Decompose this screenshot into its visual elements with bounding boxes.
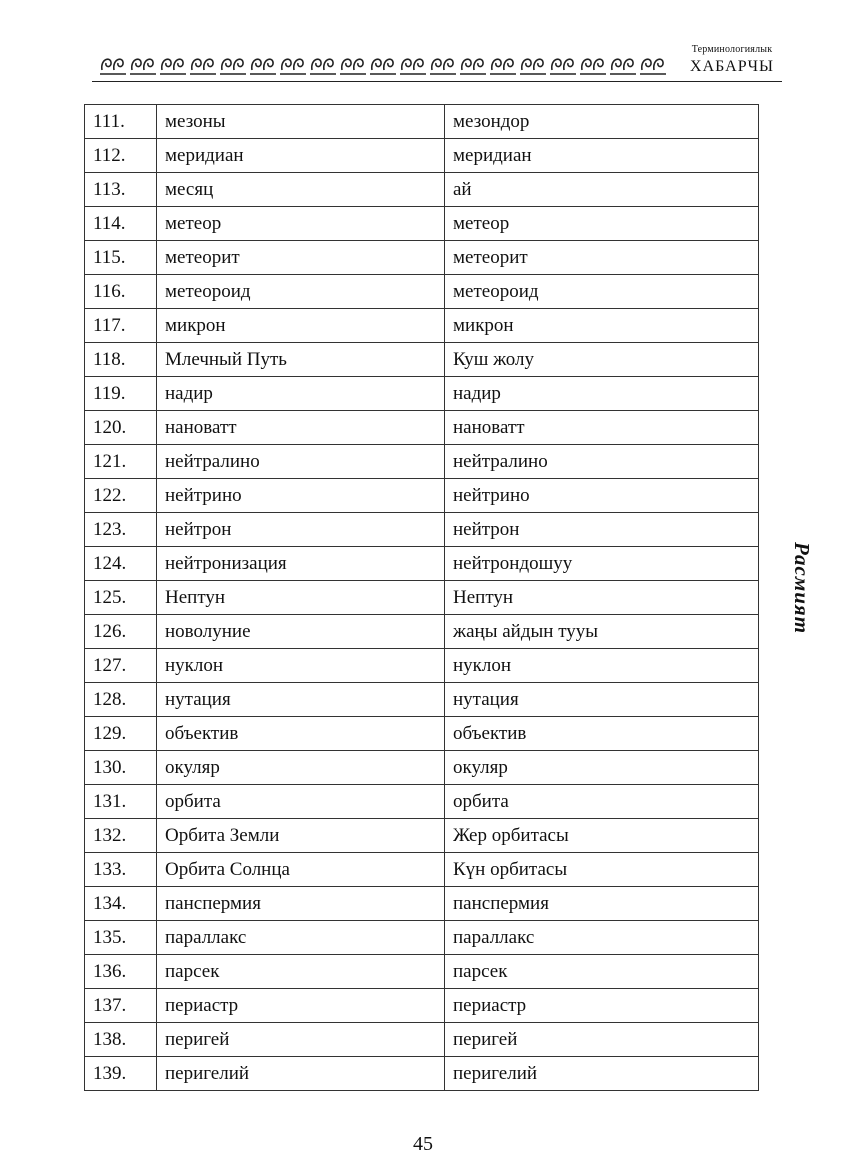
ornament-motif	[460, 59, 486, 74]
russian-term-cell: параллакс	[157, 921, 445, 955]
kyrgyz-term-cell: периастр	[445, 989, 759, 1023]
russian-term-cell: нейтрон	[157, 513, 445, 547]
ornament-motif	[100, 59, 126, 74]
table-row	[85, 275, 759, 309]
russian-term-cell: нутация	[157, 683, 445, 717]
kyrgyz-term-cell: надир	[445, 377, 759, 411]
row-number-cell: 112.	[85, 139, 157, 173]
russian-term-cell: панспермия	[157, 887, 445, 921]
russian-term-cell: Млечный Путь	[157, 343, 445, 377]
table-row	[85, 887, 759, 921]
russian-term-cell: окуляр	[157, 751, 445, 785]
russian-term-cell: надир	[157, 377, 445, 411]
row-number-cell: 114.	[85, 207, 157, 241]
kyrgyz-term-cell: Куш жолу	[445, 343, 759, 377]
row-number-cell: 130.	[85, 751, 157, 785]
table-row	[85, 1057, 759, 1091]
table-row	[85, 683, 759, 717]
russian-term-cell: меридиан	[157, 139, 445, 173]
russian-term-cell: новолуние	[157, 615, 445, 649]
table-row	[85, 853, 759, 887]
row-number-cell: 124.	[85, 547, 157, 581]
row-number-cell: 131.	[85, 785, 157, 819]
row-number-cell: 128.	[85, 683, 157, 717]
table-row	[85, 445, 759, 479]
table-row	[85, 751, 759, 785]
row-number-cell: 132.	[85, 819, 157, 853]
row-number-cell: 134.	[85, 887, 157, 921]
ornament-motif	[370, 59, 396, 74]
kyrgyz-term-cell: нейтрон	[445, 513, 759, 547]
kyrgyz-term-cell: ай	[445, 173, 759, 207]
ornament-motif	[190, 59, 216, 74]
russian-term-cell: мезоны	[157, 105, 445, 139]
row-number-cell: 117.	[85, 309, 157, 343]
journal-title-big: ХАБАРЧЫ	[690, 58, 774, 75]
table-row	[85, 513, 759, 547]
table-row	[85, 241, 759, 275]
row-number-cell: 137.	[85, 989, 157, 1023]
kyrgyz-term-cell: нановатт	[445, 411, 759, 445]
kyrgyz-term-cell: нуклон	[445, 649, 759, 683]
ornament-motif	[130, 59, 156, 74]
kyrgyz-term-cell: Күн орбитасы	[445, 853, 759, 887]
journal-title-small: Терминологиялык	[691, 44, 773, 55]
ornament-motif	[340, 59, 366, 74]
row-number-cell: 111.	[85, 105, 157, 139]
ornament-motif	[400, 59, 426, 74]
kyrgyz-term-cell: перигелий	[445, 1057, 759, 1091]
ornament-motif	[550, 59, 576, 74]
russian-term-cell: нановатт	[157, 411, 445, 445]
kyrgyz-term-cell: мезондор	[445, 105, 759, 139]
kyrgyz-term-cell: нейтралино	[445, 445, 759, 479]
russian-term-cell: парсек	[157, 955, 445, 989]
table-row	[85, 1023, 759, 1057]
header-ornament	[96, 50, 668, 80]
row-number-cell: 121.	[85, 445, 157, 479]
kyrgyz-term-cell: орбита	[445, 785, 759, 819]
russian-term-cell: метеор	[157, 207, 445, 241]
russian-term-cell: орбита	[157, 785, 445, 819]
kyrgyz-term-cell: метеор	[445, 207, 759, 241]
russian-term-cell: нейтрино	[157, 479, 445, 513]
table-row	[85, 105, 759, 139]
kyrgyz-term-cell: меридиан	[445, 139, 759, 173]
ornament-motif	[310, 59, 336, 74]
journal-title	[676, 44, 788, 76]
table-row	[85, 615, 759, 649]
table-row	[85, 785, 759, 819]
ornament-motif	[160, 59, 186, 74]
table-row	[85, 173, 759, 207]
ornament-motif	[580, 59, 606, 74]
table-row	[85, 479, 759, 513]
kyrgyz-term-cell: нейтрондошуу	[445, 547, 759, 581]
table-row	[85, 377, 759, 411]
russian-term-cell: объектив	[157, 717, 445, 751]
table-row	[85, 207, 759, 241]
kyrgyz-term-cell: панспермия	[445, 887, 759, 921]
table-row	[85, 819, 759, 853]
kyrgyz-term-cell: нутация	[445, 683, 759, 717]
table-row	[85, 649, 759, 683]
ornament-motif	[220, 59, 246, 74]
table-row	[85, 139, 759, 173]
russian-term-cell: месяц	[157, 173, 445, 207]
table-row	[85, 547, 759, 581]
russian-term-cell: нуклон	[157, 649, 445, 683]
row-number-cell: 139.	[85, 1057, 157, 1091]
terms-table-body	[85, 105, 759, 1091]
ornament-motif	[490, 59, 516, 74]
row-number-cell: 135.	[85, 921, 157, 955]
ornament-motif	[280, 59, 306, 74]
kyrgyz-term-cell: микрон	[445, 309, 759, 343]
ornament-motif	[520, 59, 546, 74]
row-number-cell: 122.	[85, 479, 157, 513]
kyrgyz-term-cell: Нептун	[445, 581, 759, 615]
page-number: 45	[413, 1133, 433, 1155]
ornament-motif	[610, 59, 636, 74]
row-number-cell: 138.	[85, 1023, 157, 1057]
table-row	[85, 411, 759, 445]
kyrgyz-term-cell: перигей	[445, 1023, 759, 1057]
row-number-cell: 115.	[85, 241, 157, 275]
row-number-cell: 125.	[85, 581, 157, 615]
table-row	[85, 581, 759, 615]
kyrgyz-term-cell: нейтрино	[445, 479, 759, 513]
row-number-cell: 133.	[85, 853, 157, 887]
russian-term-cell: периастр	[157, 989, 445, 1023]
russian-term-cell: нейтронизация	[157, 547, 445, 581]
row-number-cell: 116.	[85, 275, 157, 309]
row-number-cell: 120.	[85, 411, 157, 445]
side-section-label: Расмият	[790, 541, 814, 635]
row-number-cell: 129.	[85, 717, 157, 751]
header-divider	[92, 81, 782, 82]
row-number-cell: 126.	[85, 615, 157, 649]
kyrgyz-term-cell: Жер орбитасы	[445, 819, 759, 853]
russian-term-cell: метеорит	[157, 241, 445, 275]
kyrgyz-term-cell: жаңы айдын тууы	[445, 615, 759, 649]
russian-term-cell: Орбита Солнца	[157, 853, 445, 887]
ornament-motif	[430, 59, 456, 74]
row-number-cell: 136.	[85, 955, 157, 989]
kyrgyz-term-cell: метеорит	[445, 241, 759, 275]
russian-term-cell: перигей	[157, 1023, 445, 1057]
russian-term-cell: метеороид	[157, 275, 445, 309]
kyrgyz-term-cell: парсек	[445, 955, 759, 989]
russian-term-cell: перигелий	[157, 1057, 445, 1091]
row-number-cell: 123.	[85, 513, 157, 547]
russian-term-cell: нейтралино	[157, 445, 445, 479]
table-row	[85, 343, 759, 377]
table-row	[85, 989, 759, 1023]
table-row	[85, 921, 759, 955]
row-number-cell: 113.	[85, 173, 157, 207]
table-row	[85, 717, 759, 751]
russian-term-cell: микрон	[157, 309, 445, 343]
terms-table	[84, 104, 759, 1091]
row-number-cell: 119.	[85, 377, 157, 411]
kyrgyz-term-cell: метеороид	[445, 275, 759, 309]
table-row	[85, 309, 759, 343]
russian-term-cell: Нептун	[157, 581, 445, 615]
kyrgyz-term-cell: окуляр	[445, 751, 759, 785]
ornament-motif	[640, 59, 666, 74]
ornament-motif	[250, 59, 276, 74]
row-number-cell: 127.	[85, 649, 157, 683]
table-row	[85, 955, 759, 989]
kyrgyz-term-cell: параллакс	[445, 921, 759, 955]
russian-term-cell: Орбита Земли	[157, 819, 445, 853]
row-number-cell: 118.	[85, 343, 157, 377]
kyrgyz-term-cell: объектив	[445, 717, 759, 751]
